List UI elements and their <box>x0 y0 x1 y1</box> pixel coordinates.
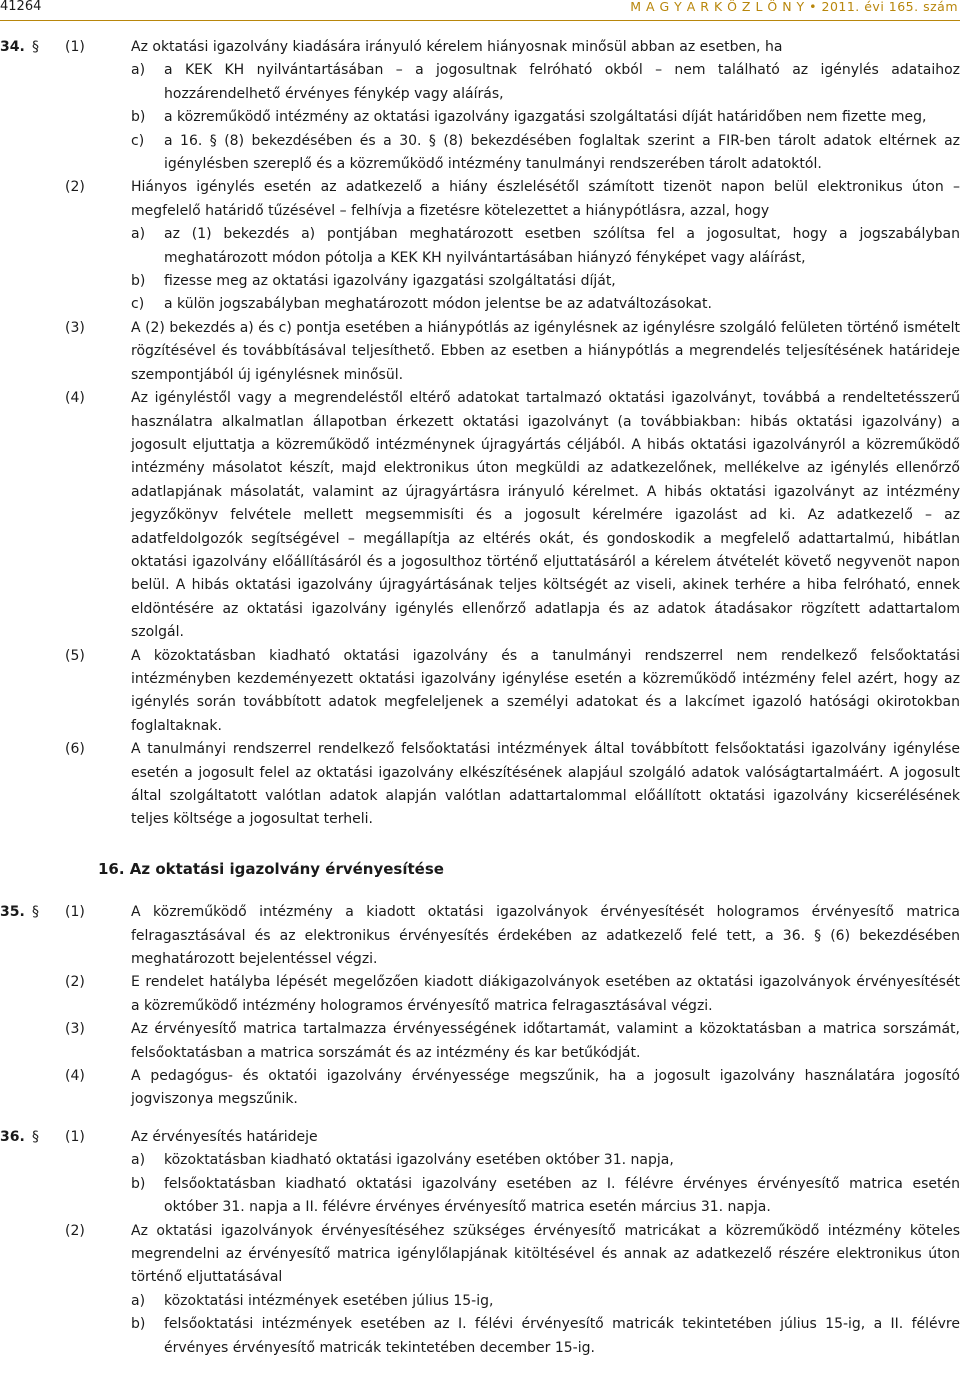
paragraph-text: Hiányos igénylés esetén az adatkezelő a hiány észlelésétől számított tizenöt napon belül elektronikus úton – megfelelő határidő tűzésével – felhívja a fizetésre kötelezettet a hiánypótlásra, azzal, hogy <box>131 179 960 219</box>
page-header <box>0 0 960 22</box>
paragraph-34-2 <box>65 176 960 316</box>
paragraph-text: A (2) bekezdés a) és c) pontja esetében a hiánypótlás az igénylésnek az igénylésre szolgáló felületen történő ismételt rögzítésével és továbbításával teljesíthető. Ebben az esetben a hiánypótlás a megrendelés teljesítésének határideje szempontjából új igénylésnek minősül. <box>131 319 960 383</box>
point-label: b) <box>131 1175 146 1192</box>
point-b <box>131 1173 960 1220</box>
point-text: felsőoktatásban kiadható oktatási igazolvány esetében az I. félévre érvényes érvényesítő matrica esetén október 31. napja a II. félévre érvényes érvényesítő matrica esetén március 31. napja. <box>164 1175 960 1216</box>
paragraph-number: (1) <box>65 39 85 55</box>
paragraph-34-1 <box>65 36 960 176</box>
document-body <box>0 36 960 1360</box>
paragraph-34-3 <box>65 317 960 387</box>
paragraph-text: A közoktatásban kiadható oktatási igazolvány és a tanulmányi rendszerrel nem rendelkező felsőoktatási intézményben kezdeményezett oktatási igazolvány igénylése esetén a közreműködő intézmény felel azért, hogy az igénylés során továbbított adatok megfeleljenek a személyi adatokat és a lakcímet igazoló hatósági okirotokban foglaltaknak. <box>131 647 960 734</box>
point-label: a) <box>131 226 146 243</box>
point-text: a 16. § (8) bekezdésében és a 30. § (8) bekezdésében foglaltak szerint a FIR-ben tárolt adatok eltérnek az igénylésben szereplő és a közreműködő intézmény tanulmányi rendszerében tárolt adatoktól. <box>164 132 960 173</box>
journal-title: M A G Y A R K Ö Z L Ö N Y • 2011. évi 165. szám <box>630 0 958 14</box>
paragraph-number: (5) <box>65 647 85 664</box>
spacer <box>0 1112 960 1126</box>
point-text: a KEK KH nyilvántartásában – a jogosultnak felróható okból – nem található az igénylés adataihoz hozzárendelhető érvényes fénykép vagy aláírás, <box>164 62 960 102</box>
point-text: közoktatásban kiadható oktatási igazolvány esetében október 31. napja, <box>164 1152 674 1169</box>
section-36 <box>0 1126 960 1360</box>
paragraph-34-6 <box>65 738 960 832</box>
point-a <box>131 223 960 270</box>
paragraph-text: Az igényléstől vagy a megrendeléstől eltérő adatokat tartalmazó oktatási igazolványt, továbbá a rendeltetésszerű használatra alkalmatlan állapotban érkezett oktatási igazolványt (a továbbiakban: hibás oktatási igazolvány) a jogosult eljuttatja a közreműködő intézménynek újragyártás céljából. A hibás oktatási igazolványról a közreműködő intézmény másolatot készít, majd elektronikus úton megküldi az adatkezelőnek, mellékelve az igénylés ellenőrző adatlapjának másolatát, valamint az újragyártásra irányuló kérelmet. A hibás oktatási igazolványt az intézmény jegyzőkönyv felvétele mellett megsemmisíti és a jogosult kérelmére igazolást ad ki. Az adatkezelő – az adatfeldolgozók segítségével – megállapítja az eltérés okát, és gondoskodik a megfelelő adattartalmú, hibátlan oktatási igazolvány előállításáról és a jogosulthoz történő eljuttatásáról a kérelem átvételét követő negyvenöt napon belül. A hibás oktatási igazolvány újragyártásának teljes költségét az viseli, akinek terhére a hiba felróható, ennek eldöntésére az oktatási igazolvány igénylés ellenőrző adatlapja és az adatok átadásakor rögzített adattartalom szolgál. <box>131 390 960 641</box>
point-a <box>131 59 960 106</box>
section-35 <box>0 901 960 1112</box>
point-c <box>131 130 960 177</box>
paragraph-35-4 <box>65 1065 960 1112</box>
point-label: c) <box>131 296 145 313</box>
paragraph-text: A közreműködő intézmény a kiadott oktatási igazolványok érvényesítését hologramos érvényesítő matrica felragasztásával és az elektronikus érvényesítés érdekében az adatkezelő felé tett, a 36. § (6) bekezdésében meghatározott bejelentéssel végzi. <box>131 904 960 968</box>
point-text: az (1) bekezdés a) pontjában meghatározott esetben szólítsa fel a jogosultat, hogy a jogszabályban meghatározott módon pótolja a KEK KH nyilvántartásában hiányzó fényképet vagy aláírást, <box>164 226 960 266</box>
paragraph-number: (4) <box>65 1068 85 1085</box>
paragraph-text: A pedagógus- és oktatói igazolvány érvényessége megszűnik, ha a jogosult igazolvány használatára jogosító jogviszonya megszűnik. <box>131 1068 960 1108</box>
paragraph-number: (3) <box>65 319 85 336</box>
paragraph-text: Az oktatási igazolvány kiadására irányuló kérelem hiányosnak minősül abban az esetben, ha <box>131 39 783 55</box>
point-b <box>131 1313 960 1360</box>
point-text: a külön jogszabályban meghatározott módon jelentse be az adatváltozásokat. <box>164 296 712 313</box>
paragraph-36-2 <box>65 1220 960 1360</box>
point-label: c) <box>131 132 145 149</box>
paragraph-number: (4) <box>65 390 85 407</box>
paragraph-number: (2) <box>65 974 85 991</box>
paragraph-text: Az érvényesítés határideje <box>131 1128 318 1145</box>
chapter-heading: 16. Az oktatási igazolvány érvényesítése <box>98 859 444 878</box>
point-text: a közreműködő intézmény az oktatási igazolvány igazgatási szolgáltatási díját határidőben nem fizette meg, <box>164 109 927 126</box>
paragraph-number: (1) <box>65 1128 85 1145</box>
paragraph-number: (2) <box>65 1222 85 1239</box>
paragraph-text: A tanulmányi rendszerrel rendelkező felsőoktatási intézmények által továbbított felsőoktatási igazolvány igénylése esetén a jogosult felel az oktatási igazolvány elkészítésének alapjául szolgáló adatok valóságtartalmáért. A jogosult által szolgáltatott valótlan adatok alapján valótlan adattartalommal előállított oktatási igazolvány kicserélésének teljes költsége a jogosultat terheli. <box>131 741 960 828</box>
paragraph-number: (6) <box>65 741 85 758</box>
point-b <box>131 106 960 129</box>
paragraph-36-1 <box>65 1126 960 1220</box>
point-a <box>131 1290 960 1313</box>
paragraph-text: Az érvényesítő matrica tartalmazza érvényességének időtartamát, valamint a közoktatásban a matrica sorszámát, felsőoktatásban a matrica sorszámát és az intézmény és kar betűkódját. <box>131 1021 960 1061</box>
paragraph-text: E rendelet hatályba lépését megelőzően kiadott diákigazolványok esetében az oktatási igazolványok érvényesítését a közreműködő intézmény hologramos érvényesítő matrica felragasztásával végzi. <box>131 974 960 1014</box>
point-text: felsőoktatási intézmények esetében az I. félévi érvényesítő matricák tekintetében július 15-ig, a II. félévre érvényes érvényesítő matricák tekintetében december 15-ig. <box>164 1316 960 1356</box>
point-label: b) <box>131 273 146 290</box>
paragraph-35-2 <box>65 971 960 1018</box>
point-text: fizesse meg az oktatási igazolvány igazgatási szolgáltatási díját, <box>164 273 616 290</box>
section-number: 35. <box>0 904 25 921</box>
point-a <box>131 1149 960 1172</box>
point-label: a) <box>131 1152 146 1169</box>
section-number: 34. <box>0 39 25 55</box>
paragraph-34-5 <box>65 645 960 739</box>
header-rule <box>0 20 960 21</box>
point-b <box>131 270 960 293</box>
page-number: 41264 <box>0 0 42 14</box>
paragraph-34-4 <box>65 387 960 644</box>
point-label: b) <box>131 1316 146 1333</box>
point-label: a) <box>131 1292 146 1309</box>
paragraph-35-3 <box>65 1018 960 1065</box>
section-symbol: § <box>32 1128 39 1145</box>
paragraph-35-1 <box>65 901 960 971</box>
section-symbol: § <box>32 904 39 921</box>
section-symbol: § <box>32 39 39 55</box>
point-label: a) <box>131 62 146 79</box>
paragraph-number: (2) <box>65 179 85 196</box>
section-number: 36. <box>0 1128 25 1145</box>
point-label: b) <box>131 109 146 126</box>
point-c <box>131 293 960 316</box>
paragraph-number: (1) <box>65 904 85 921</box>
point-text: közoktatási intézmények esetében július 15-ig, <box>164 1292 494 1309</box>
section-34 <box>0 36 960 832</box>
paragraph-text: Az oktatási igazolványok érvényesítéséhez szükséges érvényesítő matricákat a közreműködő intézmény köteles megrendelni az érvényesítő matrica igénylőlapjának kitöltésével és annak az adatkezelő részére elektronikus úton történő eljuttatásával <box>131 1222 960 1286</box>
paragraph-number: (3) <box>65 1021 85 1038</box>
